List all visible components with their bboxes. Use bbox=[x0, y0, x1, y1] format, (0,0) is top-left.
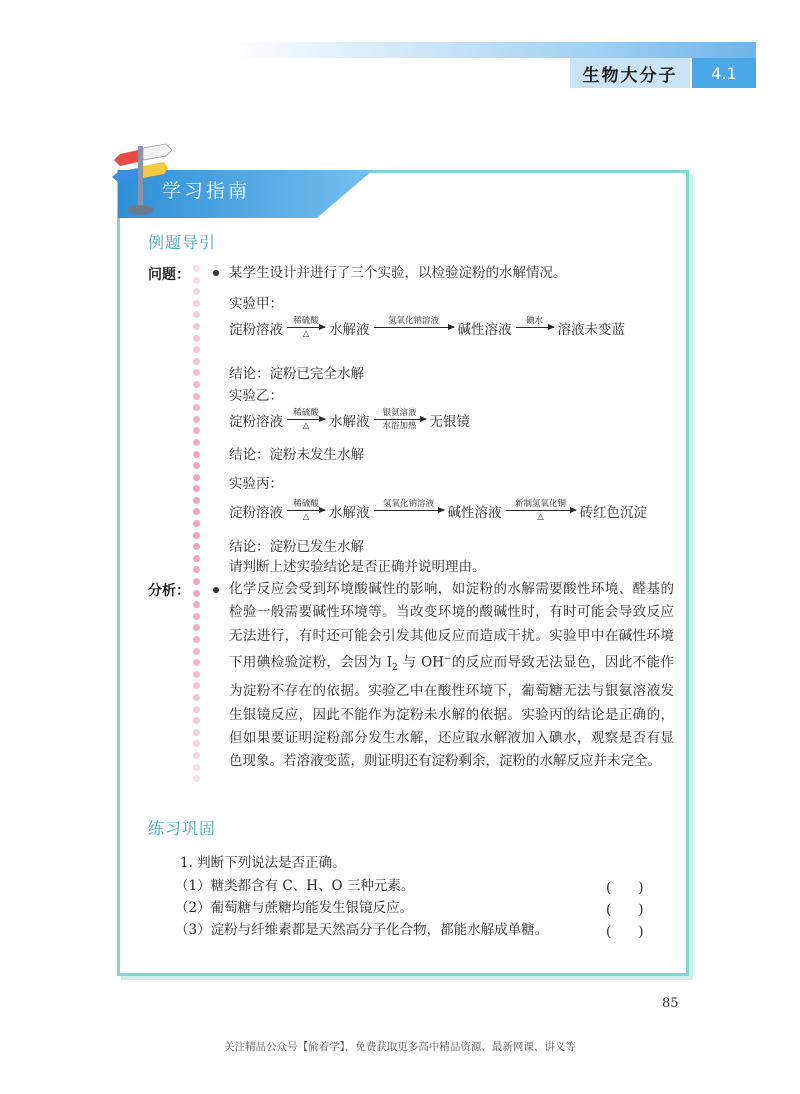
practice-item-3: （3）淀粉与纤维素都是天然高分子化合物，都能水解成单糖。 bbox=[175, 922, 549, 938]
exp3-mid2: 碱性溶液 bbox=[447, 504, 502, 521]
analysis-label: 分析： bbox=[148, 583, 190, 599]
exp3-start: 淀粉溶液 bbox=[229, 504, 283, 521]
divider-dot bbox=[193, 566, 200, 573]
divider-dot bbox=[193, 393, 200, 400]
divider-dot bbox=[193, 358, 200, 365]
exp1-arrow-3 bbox=[516, 316, 554, 339]
divider-dot bbox=[193, 300, 200, 307]
divider-dot bbox=[193, 451, 200, 458]
exp2-mid1: 水解液 bbox=[329, 413, 370, 430]
exp1-mid1: 水解液 bbox=[329, 321, 370, 338]
practice-item-1: （1）糖类都含有 C、H、O 三种元素。 bbox=[175, 878, 415, 894]
divider-dot bbox=[193, 706, 200, 713]
divider-dot bbox=[193, 427, 200, 434]
exp3-arrow-2 bbox=[374, 499, 444, 522]
question-bullet bbox=[213, 270, 219, 276]
divider-dot bbox=[193, 764, 200, 771]
divider-dot bbox=[193, 601, 200, 608]
divider-dot bbox=[193, 740, 200, 747]
exp2-end: 无银镜 bbox=[429, 413, 470, 430]
divider-dot bbox=[193, 578, 200, 585]
exp3-arrow-1-above: 稀硫酸 bbox=[293, 499, 319, 509]
exp3-label: 实验丙： bbox=[229, 476, 283, 492]
exp2-arrow-1-below: △ bbox=[302, 421, 310, 431]
exp1-end: 溶液未变蓝 bbox=[557, 321, 625, 338]
divider-dot bbox=[193, 485, 200, 492]
footer-note: 关注精品公众号【偷着学】，免费获取更多高中精品资源、最新网课、讲义等 bbox=[224, 1041, 576, 1053]
analysis-bullet bbox=[213, 587, 219, 593]
divider-dot bbox=[193, 682, 200, 689]
divider-dot bbox=[193, 671, 200, 678]
practice-question-1: 1. 判断下列说法是否正确。 bbox=[180, 855, 346, 871]
exp2-start: 淀粉溶液 bbox=[229, 413, 283, 430]
divider-dot bbox=[193, 277, 200, 284]
exp3-arrow-3-below: △ bbox=[537, 512, 544, 522]
exp1-arrow-1-below: △ bbox=[302, 329, 310, 339]
exp1-label: 实验甲： bbox=[229, 296, 283, 312]
divider-dot bbox=[193, 520, 200, 527]
practice-section-title: 练习巩固 bbox=[148, 819, 217, 838]
exp3-arrow-2-above: 氢氧化钠溶液 bbox=[382, 499, 434, 509]
divider-dot bbox=[193, 265, 200, 272]
exp2-arrow-2-below: 水浴加热 bbox=[382, 421, 417, 431]
divider-dot bbox=[193, 474, 200, 481]
analysis-subscript: 2 bbox=[392, 663, 398, 674]
divider-dot bbox=[193, 636, 200, 643]
exp3-end: 砖红色沉淀 bbox=[579, 504, 647, 521]
divider-dot bbox=[193, 508, 200, 515]
divider-dot bbox=[193, 555, 200, 562]
question-prompt: 请判断上述实验结论是否正确并说明理由。 bbox=[229, 559, 486, 575]
exp3-conclusion: 结论：淀粉已发生水解 bbox=[229, 539, 364, 555]
chapter-title: 生物大分子 bbox=[570, 58, 690, 88]
divider-dot bbox=[193, 346, 200, 353]
analysis-text-2: 与 OH bbox=[397, 654, 444, 671]
practice-item-3-answer: ( ) bbox=[606, 924, 644, 940]
analysis-text-3: 的反应而导致无法显色，因此不能作为淀粉不存在的依据。实验乙中在酸性环境下，葡萄糖无法与银氨溶液发生银镜反应，因此不能作为淀粉未水解的依据。实验丙的结论是正确的，但如果要证明淀粉部分发生水解，还应取水解液加入碘水，观察是否有显色现象。若溶液变蓝，则证明还有淀粉剩余，淀粉的水解反应并未完全。 bbox=[229, 654, 675, 770]
exp2-arrow-1 bbox=[287, 408, 325, 431]
divider-dot bbox=[193, 590, 200, 597]
practice-item-2-answer: ( ) bbox=[606, 902, 644, 918]
example-section-title: 例题导引 bbox=[148, 233, 217, 252]
divider-dot bbox=[193, 288, 200, 295]
exp2-equation bbox=[229, 408, 470, 431]
divider-dot bbox=[193, 335, 200, 342]
divider-dot bbox=[193, 624, 200, 631]
divider-dot bbox=[193, 497, 200, 504]
exp1-start: 淀粉溶液 bbox=[229, 321, 283, 338]
header-gradient-bar bbox=[230, 42, 756, 58]
divider-dot bbox=[193, 323, 200, 330]
exp2-arrow-2-above: 银氨溶液 bbox=[382, 408, 417, 418]
page-number: 85 bbox=[662, 996, 679, 1011]
exp3-arrow-3 bbox=[506, 499, 576, 522]
divider-dot bbox=[193, 439, 200, 446]
exp3-arrow-1 bbox=[287, 499, 325, 522]
question-intro: 某学生设计并进行了三个实验，以检验淀粉的水解情况。 bbox=[229, 265, 567, 281]
analysis-text-1: 化学反应会受到环境酸碱性的影响，如淀粉的水解需要酸性环境、醛基的检验一般需要碱性环境等。当改变环境的酸碱性时，有时可能会导致反应无法进行，有时还可能会引发其他反应而造成干扰。实验甲中在碱性环境下用碘检验淀粉，会因为 I bbox=[229, 581, 674, 671]
divider-dot bbox=[193, 752, 200, 759]
divider-dot bbox=[193, 404, 200, 411]
exp2-arrow-2 bbox=[374, 408, 426, 431]
divider-dot bbox=[193, 532, 200, 539]
question-label: 问题： bbox=[148, 267, 190, 283]
exp1-arrow-2 bbox=[374, 316, 454, 339]
exp3-arrow-3-above: 新制氢氧化铜 bbox=[514, 499, 566, 509]
divider-dot bbox=[193, 729, 200, 736]
divider-dot bbox=[193, 648, 200, 655]
divider-dot bbox=[193, 659, 200, 666]
divider-dot bbox=[193, 717, 200, 724]
exp3-equation bbox=[229, 499, 647, 522]
divider-dot bbox=[193, 613, 200, 620]
divider-dot bbox=[193, 416, 200, 423]
exp3-arrow-1-below: △ bbox=[302, 512, 310, 522]
exp2-conclusion: 结论：淀粉未发生水解 bbox=[229, 447, 364, 463]
analysis-superscript: − bbox=[443, 653, 452, 664]
exp1-mid2: 碱性溶液 bbox=[457, 321, 512, 338]
exp1-arrow-1 bbox=[287, 316, 325, 339]
divider-dot bbox=[193, 694, 200, 701]
practice-item-1-answer: ( ) bbox=[606, 880, 644, 896]
section-number: 4.1 bbox=[692, 58, 756, 88]
exp3-mid1: 水解液 bbox=[329, 504, 370, 521]
divider-dot bbox=[193, 369, 200, 376]
analysis-paragraph bbox=[229, 578, 674, 774]
exp1-conclusion: 结论：淀粉已完全水解 bbox=[229, 366, 364, 382]
exp2-label: 实验乙： bbox=[229, 388, 283, 404]
divider-dot bbox=[193, 381, 200, 388]
exp1-arrow-3-above: 碘水 bbox=[525, 316, 543, 326]
dotted-divider bbox=[191, 265, 203, 775]
practice-item-2: （2）葡萄糖与蔗糖均能发生银镜反应。 bbox=[175, 900, 414, 916]
guide-title: 学习指南 bbox=[162, 180, 251, 202]
divider-dot bbox=[193, 543, 200, 550]
exp1-arrow-1-above: 稀硫酸 bbox=[293, 316, 319, 326]
exp1-arrow-2-above: 氢氧化钠溶液 bbox=[387, 316, 439, 326]
divider-dot bbox=[193, 311, 200, 318]
exp2-arrow-1-above: 稀硫酸 bbox=[293, 408, 319, 418]
divider-dot bbox=[193, 462, 200, 469]
exp1-equation bbox=[229, 316, 625, 339]
